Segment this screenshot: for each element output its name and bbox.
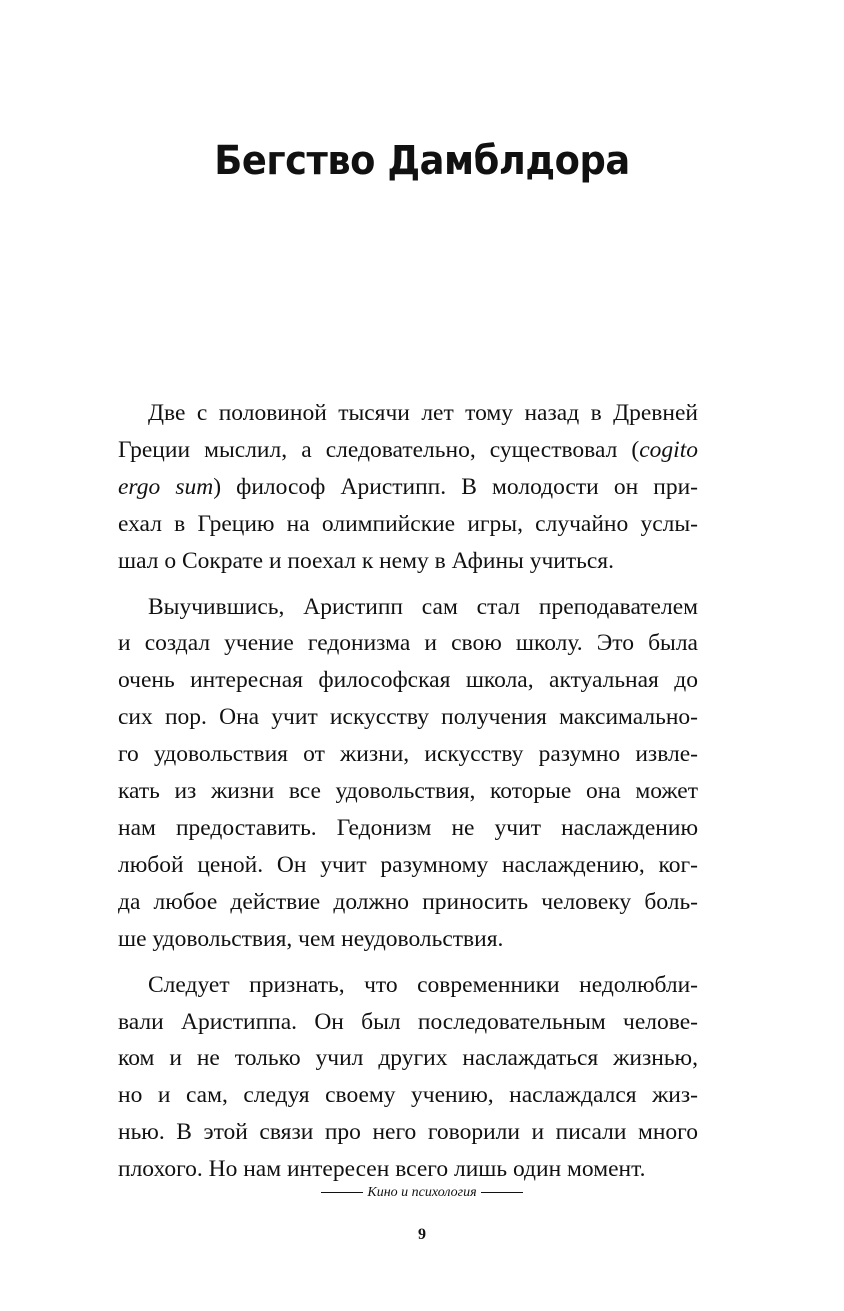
text-line: плохого. Но нам интересен всего лишь один момент. — [118, 1156, 646, 1183]
text-line: любой ценой. Он учит разумному наслаждению, ког- — [118, 851, 698, 878]
paragraph-2 — [118, 589, 698, 958]
footer-rule-left — [321, 1192, 363, 1193]
text-line: и создал учение гедонизма и свою школу. Это была — [118, 630, 698, 657]
text-line: но и сам, следуя своему учению, наслаждался жиз- — [118, 1082, 698, 1109]
text-fragment: ) философ Аристипп. В молодости он при- — [213, 473, 698, 500]
chapter-title: Бегство Дамблдора — [214, 138, 630, 184]
text-line: шал о Сократе и поехал к нему в Афины учиться. — [118, 547, 614, 574]
body-text — [118, 395, 698, 1188]
text-line: очень интересная философская школа, актуальная до — [118, 667, 698, 694]
text-line: ехал в Грецию на олимпийские игры, случайно услы- — [118, 510, 698, 537]
italic-fragment: cogito — [639, 436, 698, 463]
text-line: ше удовольствия, чем неудовольствия. — [118, 925, 504, 952]
running-footer — [0, 1185, 844, 1201]
page-number: 9 — [418, 1226, 426, 1243]
text-line: го удовольствия от жизни, искусству разумно извле- — [118, 741, 698, 768]
text-line: да любое действие должно приносить человеку боль- — [118, 888, 698, 915]
text-line: нам предоставить. Гедонизм не учит наслаждению — [118, 814, 698, 841]
text-line: ком и не только учил других наслаждаться жизнью, — [118, 1045, 698, 1072]
text-line — [118, 469, 698, 506]
text-line: вали Аристиппа. Он был последовательным челове- — [118, 1008, 698, 1035]
text-line: нью. В этой связи про него говорили и писали много — [118, 1119, 698, 1146]
text-line: Следует признать, что современники недолюбли- — [148, 971, 698, 998]
text-line: сих пор. Она учит искусству получения максимально- — [118, 704, 698, 731]
text-line: кать из жизни все удовольствия, которые она может — [118, 778, 698, 805]
italic-fragment: ergo sum — [118, 473, 214, 500]
paragraph-1 — [118, 395, 698, 580]
text-line — [118, 432, 698, 469]
text-line: Выучившись, Аристипп сам стал преподавателем — [148, 593, 698, 620]
running-title: Кино и психология — [367, 1185, 477, 1200]
text-fragment: Греции мыслил, а следовательно, существовал ( — [118, 436, 640, 463]
text-line: Две с половиной тысячи лет тому назад в Древней — [148, 400, 698, 426]
paragraph-3 — [118, 967, 698, 1188]
footer-rule-right — [481, 1192, 523, 1193]
